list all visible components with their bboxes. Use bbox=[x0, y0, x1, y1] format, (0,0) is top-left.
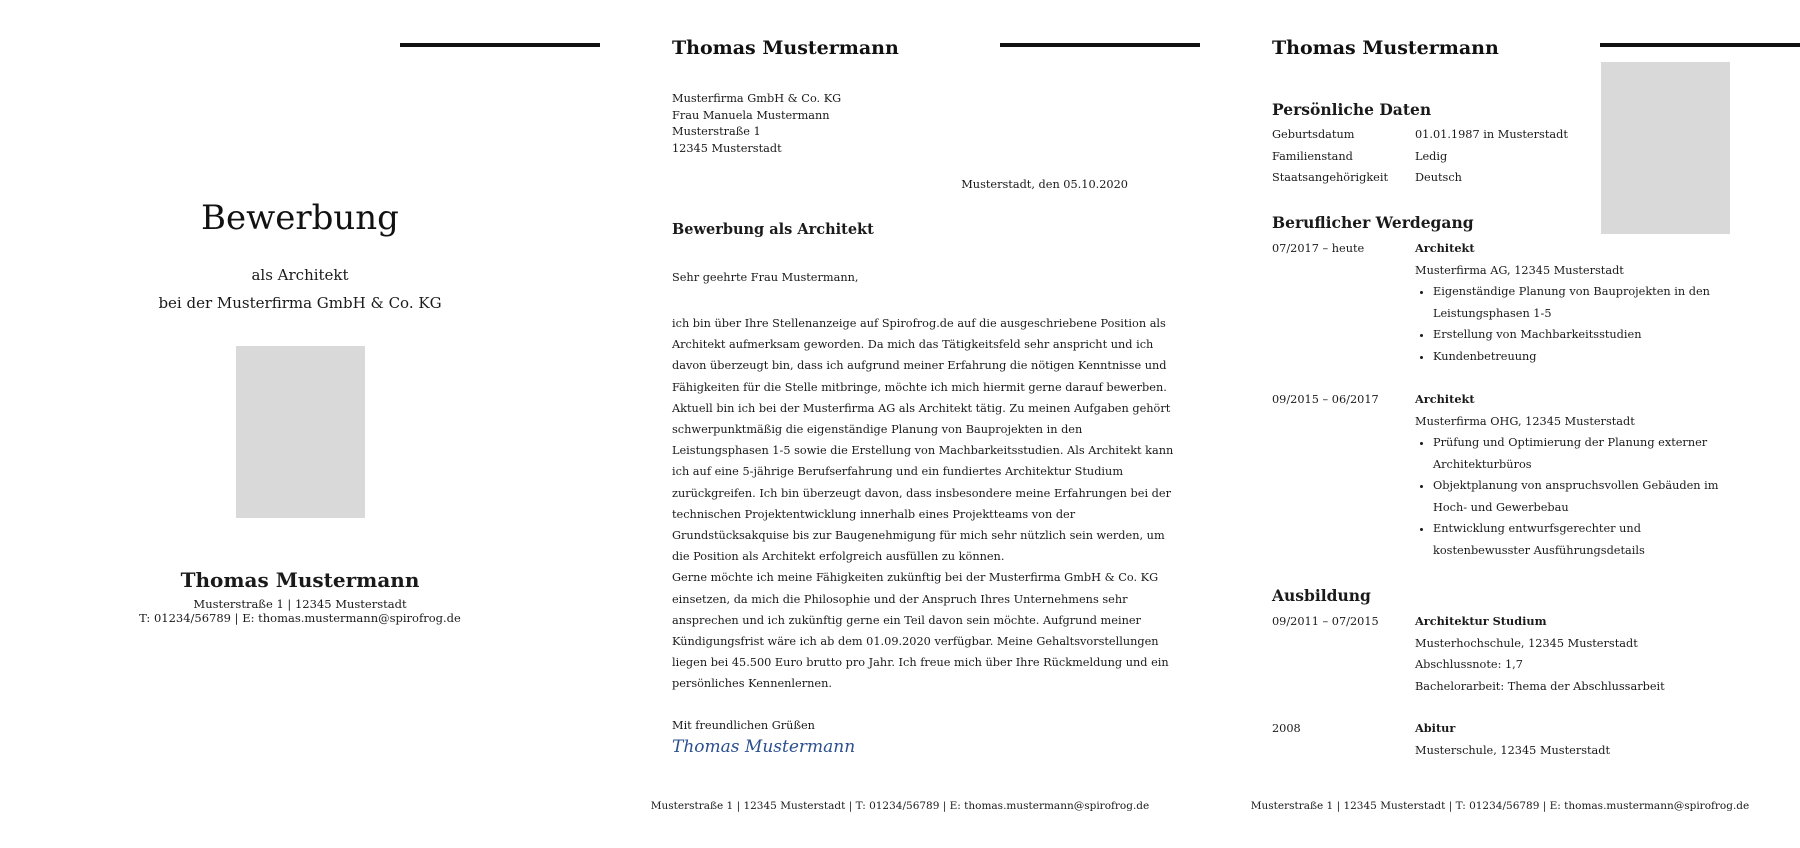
career-heading: Beruflicher Werdegang bbox=[1272, 213, 1474, 232]
cover-letter-page bbox=[600, 0, 1200, 848]
education-title: Abitur bbox=[1415, 721, 1456, 735]
top-rule bbox=[400, 43, 600, 47]
education-entry bbox=[1415, 718, 1735, 761]
education-entry bbox=[1415, 611, 1735, 697]
recipient-line: 12345 Musterstadt bbox=[672, 141, 782, 155]
career-title: Architekt bbox=[1415, 241, 1475, 255]
education-line: Musterhochschule, 12345 Musterstadt bbox=[1415, 636, 1638, 650]
letter-name-title: Thomas Mustermann bbox=[672, 37, 899, 59]
personal-value: Deutsch bbox=[1415, 171, 1462, 184]
photo-placeholder bbox=[236, 346, 365, 518]
letter-footer: Musterstraße 1 | 12345 Musterstadt | T: 01234/56789 | E: thomas.mustermann@spirofrog.de bbox=[650, 800, 1150, 812]
letter-body-line: schwerpunktmäßig die eigenständige Planung von Bauprojekten in den bbox=[672, 423, 1083, 437]
cv-page bbox=[1200, 0, 1800, 848]
cv-name-title: Thomas Mustermann bbox=[1272, 37, 1499, 59]
letter-body-line: liegen bei 45.500 Euro brutto pro Jahr. Ich freue mich über Ihre Rückmeldung und ein bbox=[672, 656, 1169, 670]
letter-body-line: ich bin über Ihre Stellenanzeige auf Spirofrog.de auf die ausgeschriebene Position als bbox=[672, 317, 1166, 330]
cover-name: Thomas Mustermann bbox=[180, 568, 420, 592]
personal-label: Familienstand bbox=[1272, 150, 1353, 163]
letter-body-line: technischen Projektentwicklung innerhalb eines Projektteams von der bbox=[672, 507, 1076, 521]
recipient-line: Musterfirma GmbH & Co. KG bbox=[672, 92, 842, 105]
personal-label: Staatsangehörigkeit bbox=[1272, 171, 1389, 184]
personal-value: 01.01.1987 in Musterstadt bbox=[1415, 128, 1568, 141]
letter-body-line: ich auf eine 5-jährige Berufserfahrung und ein fundiertes Architektur Studium bbox=[672, 465, 1124, 479]
personal-label: Geburtsdatum bbox=[1272, 128, 1355, 141]
personal-value: Ledig bbox=[1415, 150, 1448, 163]
education-title: Architektur Studium bbox=[1415, 614, 1547, 628]
letter-body-line: ansprechen und ich zukünftig gerne ein Teil davon sein möchte. Aufgrund meiner bbox=[672, 613, 1141, 627]
letter-date: Musterstadt, den 05.10.2020 bbox=[961, 178, 1128, 191]
letter-closing: Mit freundlichen Grüßen bbox=[672, 719, 815, 732]
letter-body-line: Architekt aufmerksam geworden. Da mich das Tätigkeitsfeld sehr anspricht und ich bbox=[672, 338, 1154, 352]
letter-subject: Bewerbung als Architekt bbox=[672, 221, 874, 238]
letter-body-line: davon überzeugt bin, dass ich aufgrund meiner Erfahrung die nötigen Kenntnisse und bbox=[672, 359, 1167, 373]
recipient-line: Musterstraße 1 bbox=[672, 125, 761, 138]
letter-body-line: zurückgreifen. Ich bin überzeugt davon, dass insbesondere meine Erfahrungen bei der bbox=[672, 486, 1171, 500]
career-bullets bbox=[1415, 432, 1735, 561]
bullet-item: • Eigenständige Planung von Bauprojekten in den Leistungsphasen 1-5 bbox=[1433, 281, 1735, 324]
bullet-item: • Erstellung von Machbarkeitsstudien bbox=[1433, 324, 1735, 346]
education-line: Bachelorarbeit: Thema der Abschlussarbeit bbox=[1415, 679, 1665, 693]
career-period: 07/2017 – heute bbox=[1272, 242, 1365, 255]
cover-address: Musterstraße 1 | 12345 Musterstadt bbox=[193, 597, 407, 611]
letter-body-line: Kündigungsfrist wäre ich ab dem 01.09.2020 verfügbar. Meine Gehaltsvorstellungen bbox=[672, 635, 1159, 649]
letter-body-line: Leistungsphasen 1-5 sowie die Erstellung von Machbarkeitsstudien. Als Architekt kann bbox=[672, 444, 1174, 458]
letter-body-line: Gerne möchte ich meine Fähigkeiten zukünftig bei der Musterfirma GmbH & Co. KG bbox=[672, 571, 1159, 585]
letter-salutation: Sehr geehrte Frau Mustermann, bbox=[672, 271, 859, 284]
bullet-item: • Entwicklung entwurfsgerechter und kostenbewusster Ausführungsdetails bbox=[1433, 518, 1735, 561]
top-rule bbox=[1000, 43, 1200, 47]
letter-body-line: Aktuell bin ich bei der Musterfirma AG als Architekt tätig. Zu meinen Aufgaben gehört bbox=[672, 401, 1171, 415]
personal-data-heading: Persönliche Daten bbox=[1272, 100, 1432, 119]
cover-heading: Bewerbung bbox=[201, 198, 399, 238]
education-line: Abschlussnote: 1,7 bbox=[1415, 658, 1523, 671]
career-bullets bbox=[1415, 281, 1735, 367]
bullet-item: • Prüfung und Optimierung der Planung externer Architekturbüros bbox=[1433, 432, 1735, 475]
cover-page bbox=[0, 0, 600, 848]
letter-body-line: persönliches Kennenlernen. bbox=[672, 677, 832, 691]
letter-body-line: einsetzen, da mich die Philosophie und der Anspruch Ihres Unternehmens sehr bbox=[672, 592, 1128, 606]
cover-subtitle-position: als Architekt bbox=[251, 266, 349, 284]
letter-body-line: Grundstücksakquise bis zur Baugenehmigung für mich sehr nützlich sein werden, um bbox=[672, 529, 1165, 543]
recipient-block bbox=[672, 91, 841, 157]
education-line: Musterschule, 12345 Musterstadt bbox=[1415, 743, 1611, 757]
top-rule bbox=[1600, 43, 1800, 47]
education-heading: Ausbildung bbox=[1272, 586, 1371, 605]
career-title: Architekt bbox=[1415, 392, 1475, 406]
career-entry bbox=[1415, 238, 1735, 367]
career-entry bbox=[1415, 389, 1735, 561]
recipient-line: Frau Manuela Mustermann bbox=[672, 108, 830, 122]
letter-body-line: Fähigkeiten für die Stelle mitbringe, möchte ich mich hiermit gerne darauf bewerben. bbox=[672, 380, 1167, 394]
career-org: Musterfirma OHG, 12345 Musterstadt bbox=[1415, 414, 1635, 428]
career-period: 09/2015 – 06/2017 bbox=[1272, 393, 1379, 406]
cv-footer: Musterstraße 1 | 12345 Musterstadt | T: 01234/56789 | E: thomas.mustermann@spirofrog.de bbox=[1250, 800, 1750, 812]
education-period: 09/2011 – 07/2015 bbox=[1272, 615, 1379, 628]
letter-body-line: die Position als Architekt erfolgreich ausfüllen zu können. bbox=[672, 550, 1005, 564]
career-org: Musterfirma AG, 12345 Musterstadt bbox=[1415, 263, 1624, 277]
letter-body bbox=[672, 313, 1174, 695]
education-period: 2008 bbox=[1272, 722, 1301, 735]
bullet-item: • Kundenbetreuung bbox=[1433, 346, 1735, 368]
cover-subtitle-company: bei der Musterfirma GmbH & Co. KG bbox=[158, 294, 442, 312]
bullet-item: • Objektplanung von anspruchsvollen Gebäuden im Hoch- und Gewerbebau bbox=[1433, 475, 1735, 518]
signature: Thomas Mustermann bbox=[672, 737, 856, 757]
cover-contact: T: 01234/56789 | E: thomas.mustermann@spirofrog.de bbox=[139, 611, 461, 625]
